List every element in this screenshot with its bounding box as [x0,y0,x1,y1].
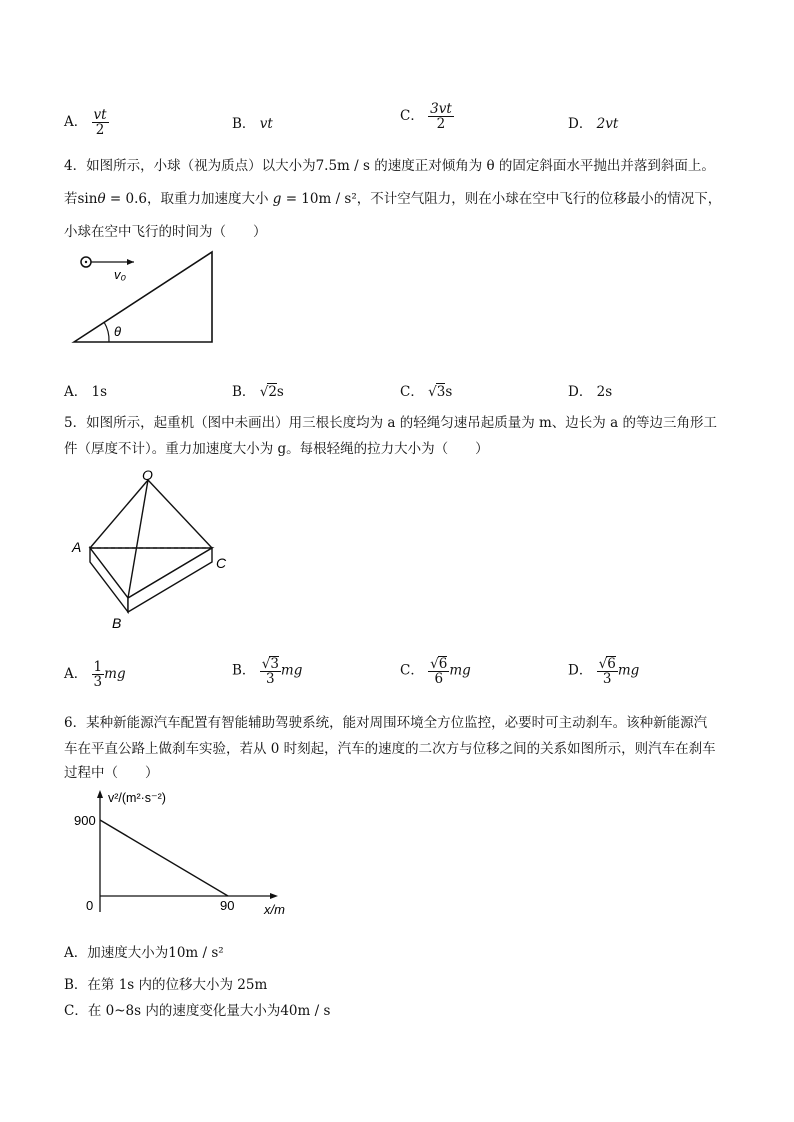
q6-option-c: C．在 0~8s 内的速度变化量大小为40m / s [64,1003,331,1019]
unit: s [276,384,284,400]
mg-symbol: mg [104,666,126,683]
option-label: A． [64,114,88,131]
numerator: √6 [598,656,616,672]
ball-center [85,261,87,263]
q3-option-d [568,112,618,132]
mg-symbol: mg [617,662,640,679]
y-axis-arrow-icon [97,790,103,798]
q5-line-1: 5．如图所示，起重机（图中未画出）用三根长度均为 a 的轻绳匀速吊起质量为 m、边长为 a 的等边三角形工 [64,415,717,431]
denominator: 6 [434,671,444,688]
x-axis-label: x/m [264,902,285,917]
chart-marks [74,813,234,913]
denominator: 3 [93,674,103,691]
q4-option-c: C． √3s [400,384,453,400]
denominator: 2 [95,122,105,139]
fraction [92,108,109,137]
radicand: 3 [436,384,446,400]
vertex-a-label: A [72,539,82,555]
q6-line-1: 6．某种新能源汽车配置有智能辅助驾驶系统，能对周围环境全方位监控，必要时可主动刹车。该种新能源汽 [64,715,708,731]
q6-option-a: A．加速度大小为10m / s² [64,945,224,961]
q4-option-a: A． 1s [64,384,108,400]
radicand: 2 [268,384,277,400]
denominator: 3 [602,671,612,688]
q4-line-1: 4．如图所示，小球（视为质点）以大小为7.5m / s 的速度正对倾角为 θ 的固定斜面水平抛出并落到斜面上。 [64,158,715,174]
denominator: 2 [436,116,446,133]
rope-oa [90,480,148,548]
option-label: A． [64,666,88,683]
fraction [597,656,618,686]
q4-option-d: D． 2s [568,384,613,400]
incline-figure [64,246,244,358]
denominator: 3 [266,671,275,688]
radicand: 6 [438,656,448,672]
q4-option-b: B． √2s [232,384,284,400]
q5-option-b [232,656,302,686]
rope-oc [148,480,212,548]
fraction [428,102,454,131]
fraction [428,656,449,686]
q3-option-a [64,108,109,137]
v0-label: v₀ [114,267,126,282]
vertex-o-label: O [142,467,153,483]
mg-symbol: mg [449,662,471,679]
q6-option-b: B．在第 1s 内的位移大小为 25m [64,977,268,993]
option-label: D． [568,662,593,679]
q5-option-d [568,656,639,686]
theta-symbol: θ [97,191,106,207]
q3-option-b [232,112,273,132]
unit: s [445,384,453,400]
arrowhead-icon [127,259,134,265]
option-label: B． [232,116,256,132]
numerator: 1 [93,659,103,675]
fraction [92,660,105,689]
y-tick-label: 900 [74,813,96,828]
series-line [100,820,228,896]
q6-line-2: 车在平直公路上做刹车实验，若从 0 时刻起，汽车的速度的二次方与位移之间的关系如图所示，则汽车在刹车 [64,741,716,757]
text: 若sin [64,191,98,207]
radicand: 6 [607,656,616,672]
option-value: vt [259,116,273,132]
x-axis-arrow-icon [270,893,278,899]
q4-line-3: 小球在空中飞行的时间为（ ） [64,224,267,240]
option-label: C． [400,662,424,679]
text: = 0.6，取重力加速度大小 [105,191,273,207]
v2-x-chart [64,784,304,920]
q3-option-c [400,102,454,131]
g-symbol: g [272,191,282,207]
option-label: C． [400,384,424,400]
numerator: 3vt [430,101,452,117]
q6-line-3: 过程中（ ） [64,765,159,781]
radicand: 3 [270,656,279,672]
option-label: B． [232,384,256,400]
option-label: C． [400,108,424,125]
theta-label: θ [114,324,122,339]
text: = 10m / s²，不计空气阻力，则在小球在空中飞行的位移最小的情况下， [281,191,722,207]
mg-symbol: mg [280,662,303,679]
option-label: B． [232,662,256,679]
option-label: D． [568,116,593,132]
y-axis-label: v²/(m²·s⁻²) [108,791,166,805]
numerator: vt [93,107,107,123]
option-value: 2vt [596,116,619,132]
numerator: √3 [261,656,279,672]
vertex-b-label: B [112,615,122,631]
q5-line-2: 件（厚度不计）。重力加速度大小为 g。每根轻绳的拉力大小为（ ） [64,441,489,457]
numerator: √6 [430,656,448,672]
fraction [260,656,281,686]
vertex-c-label: C [216,555,227,571]
q4-line-2 [64,187,721,207]
q5-option-c [400,656,471,686]
x-tick-label: 90 [220,898,235,913]
pyramid-figure [64,466,244,636]
incline-triangle [74,252,212,342]
origin-label: 0 [86,898,94,913]
q5-option-a [64,660,126,689]
angle-arc [104,322,109,342]
